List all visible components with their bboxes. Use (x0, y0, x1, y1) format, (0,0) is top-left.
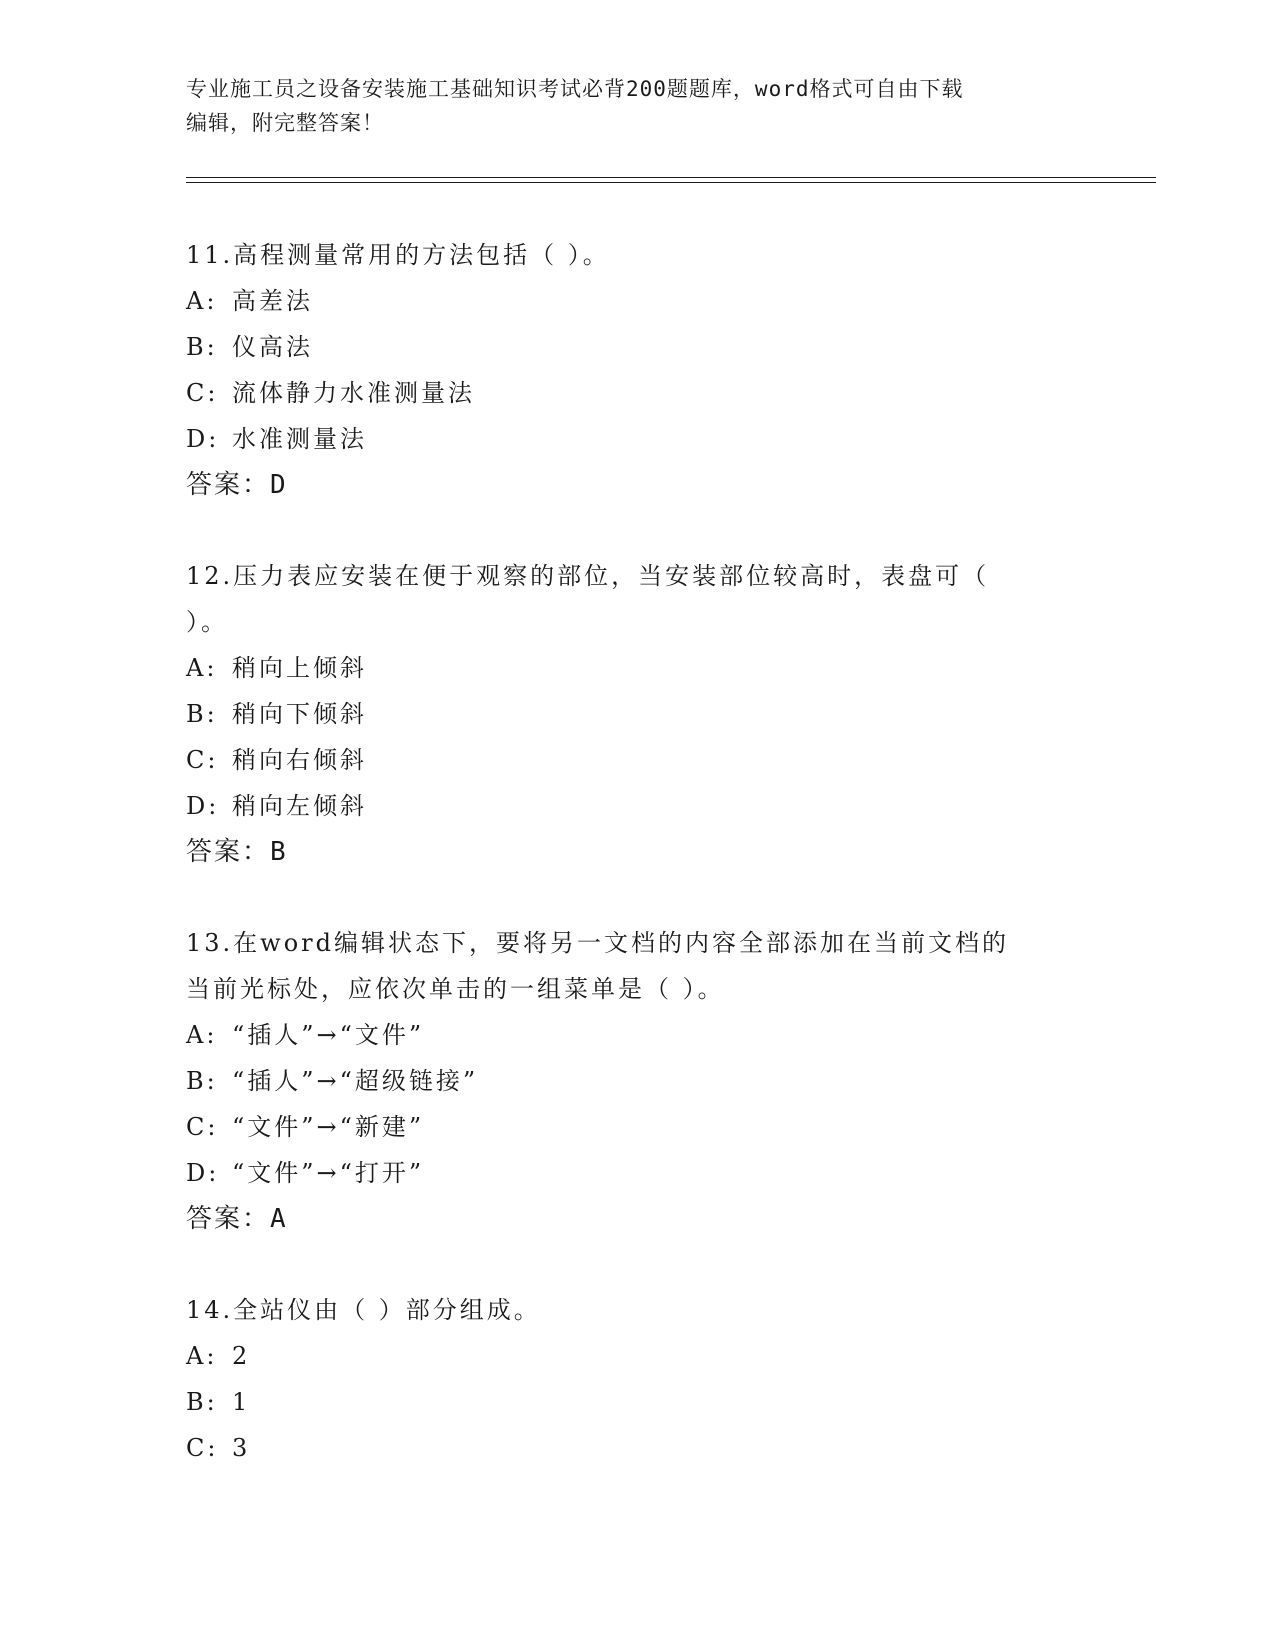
option-letter: A: (186, 1342, 218, 1370)
option-text: 稍向上倾斜 (232, 654, 367, 682)
option-text: 仪高法 (232, 333, 313, 361)
option-c (186, 1425, 1066, 1471)
answer-label: 答案： (186, 837, 271, 867)
question-number: 11. (186, 241, 234, 269)
option-c (186, 737, 1066, 783)
option-d (186, 416, 1066, 462)
answer-line (186, 462, 1066, 508)
question-11 (186, 232, 1066, 508)
option-c (186, 370, 1066, 416)
option-text: 高差法 (232, 287, 313, 315)
option-text: 稍向左倾斜 (232, 792, 367, 820)
option-letter: B: (186, 1388, 218, 1416)
option-b (186, 691, 1066, 737)
question-number: 12. (186, 562, 234, 590)
question-text: 在word编辑状态下，要将另一文档的内容全部添加在当前文档的 (233, 929, 1009, 957)
question-text: 高程测量常用的方法包括（ ）。 (233, 241, 610, 269)
option-a (186, 278, 1066, 324)
option-text: “文件”→“打开” (232, 1159, 425, 1187)
header-title-line-1: 专业施工员之设备安装施工基础知识考试必背200题题库，word格式可自由下载 (186, 77, 964, 101)
option-text: 流体静力水准测量法 (232, 379, 475, 407)
option-letter: D: (186, 425, 220, 453)
question-stem (186, 553, 1066, 599)
question-13 (186, 920, 1066, 1242)
option-text: 水准测量法 (232, 425, 367, 453)
option-letter: B: (186, 700, 218, 728)
option-letter: B: (186, 333, 218, 361)
option-text: 2 (232, 1342, 251, 1370)
option-letter: D: (186, 1159, 220, 1187)
question-14 (186, 1287, 1066, 1471)
option-letter: B: (186, 1067, 218, 1095)
option-letter: C: (186, 379, 219, 407)
question-stem-continued: 当前光标处，应依次单击的一组菜单是（ ）。 (186, 975, 725, 1003)
option-letter: D: (186, 792, 220, 820)
header-divider-bottom (186, 182, 1156, 183)
question-text: 压力表应安装在便于观察的部位，当安装部位较高时，表盘可（ (233, 562, 990, 590)
question-list (186, 232, 1066, 1516)
question-stem-continued: ）。 (186, 608, 228, 636)
header-divider-top (186, 177, 1156, 178)
option-text: “插人”→“超级链接” (232, 1067, 479, 1095)
option-letter: A: (186, 1021, 218, 1049)
option-text: “插人”→“文件” (232, 1021, 425, 1049)
question-number: 13. (186, 929, 234, 957)
option-a (186, 1012, 1066, 1058)
document-header (186, 72, 1066, 140)
option-letter: A: (186, 654, 218, 682)
header-title-line-2: 编辑，附完整答案！ (186, 111, 384, 135)
question-text: 全站仪由（ ）部分组成。 (233, 1296, 541, 1324)
answer-line (186, 829, 1066, 875)
option-text: 3 (232, 1434, 251, 1462)
answer-label: 答案： (186, 1204, 271, 1234)
option-b (186, 324, 1066, 370)
option-letter: A: (186, 287, 218, 315)
question-12 (186, 553, 1066, 875)
option-letter: C: (186, 1113, 219, 1141)
answer-line (186, 1196, 1066, 1242)
option-d (186, 783, 1066, 829)
question-stem (186, 1287, 1066, 1333)
option-b (186, 1379, 1066, 1425)
option-letter: C: (186, 746, 219, 774)
answer-value: A (270, 1204, 288, 1234)
question-stem (186, 232, 1066, 278)
option-a (186, 1333, 1066, 1379)
option-text: 稍向右倾斜 (232, 746, 367, 774)
option-text: 1 (232, 1388, 251, 1416)
option-letter: C: (186, 1434, 219, 1462)
option-text: “文件”→“新建” (232, 1113, 425, 1141)
option-b (186, 1058, 1066, 1104)
answer-value: D (270, 470, 288, 500)
option-d (186, 1150, 1066, 1196)
option-text: 稍向下倾斜 (232, 700, 367, 728)
option-a (186, 645, 1066, 691)
option-c (186, 1104, 1066, 1150)
question-stem (186, 920, 1066, 966)
question-number: 14. (186, 1296, 234, 1324)
answer-label: 答案： (186, 470, 271, 500)
answer-value: B (270, 837, 288, 867)
